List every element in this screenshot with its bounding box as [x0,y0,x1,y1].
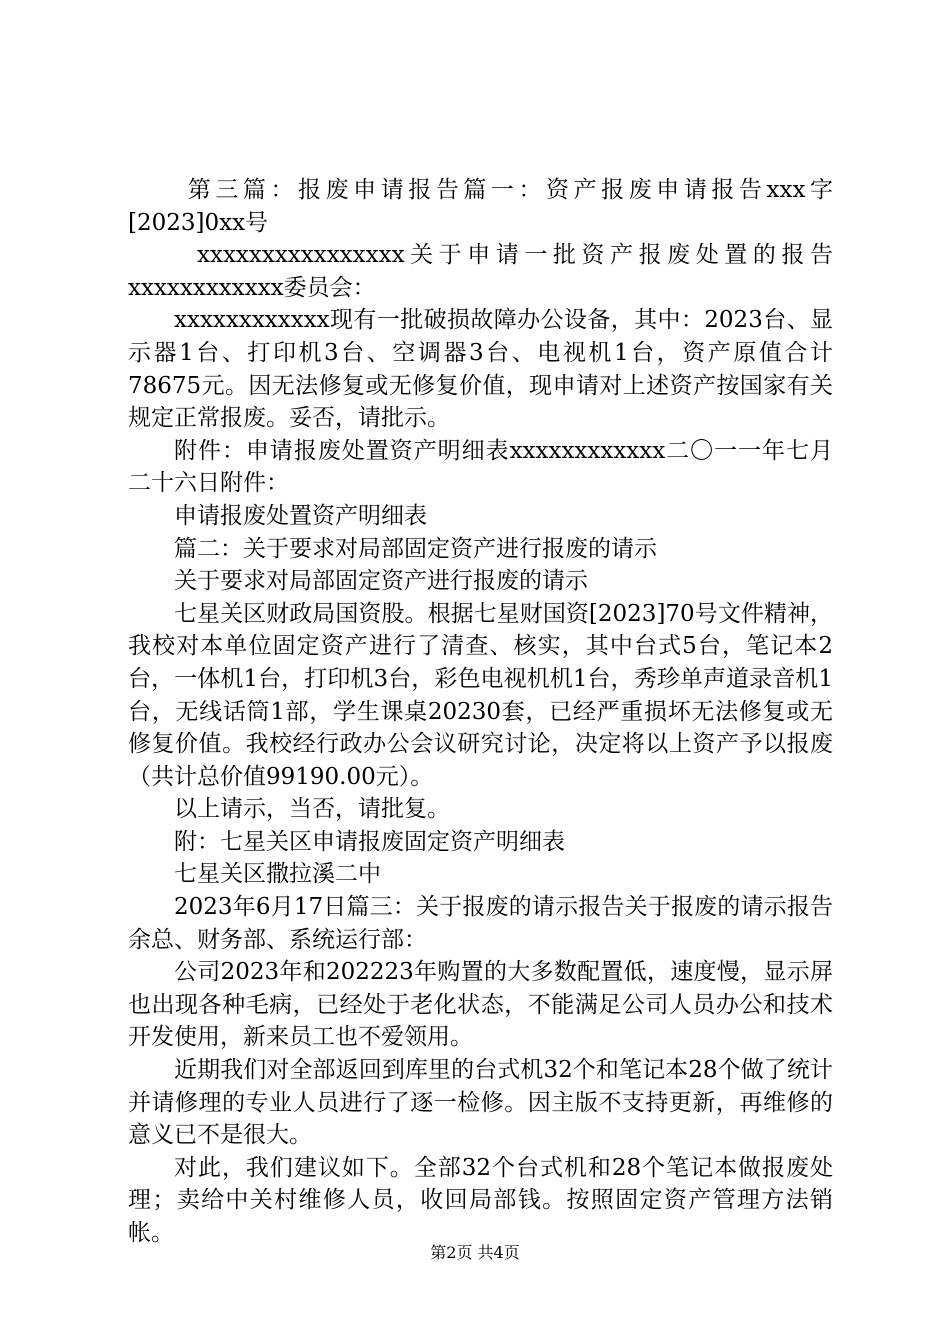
paragraph-equipment-list: xxxxxxxxxxxx现有一批破损故障办公设备，其中：2023台、显示器1台、打印机3台、空调器3台、电视机1台，资产原值合计78675元。因无法修复或无修复价值，现申请对上述资产按国家有关规定正常报废。妥否，请批示。 [128,307,833,432]
paragraph-request-title: 关于要求对局部固定资产进行报废的请示 [174,568,588,595]
paragraph-date-section-three: 2023年6月17日篇三：关于报废的请示报告关于报废的请示报告余总、财务部、系统运行部： [128,894,833,953]
paragraph-attachment: 附件：申请报废处置资产明细表xxxxxxxxxxxx二〇一一年七月二十六日附件： [128,437,833,497]
paragraph-approval-request: 以上请示，当否，请批复。 [174,796,450,823]
paragraph-suggestion: 对此，我们建议如下。全部32个台式机和28个笔记本做报废处理；卖给中关村维修人员，收回局部钱。按照固定资产管理方法销帐。 [128,1154,833,1246]
document-body [128,174,833,1250]
paragraph-attachment-title: 申请报废处置资产明细表 [174,502,427,529]
page-footer: 第2页 共4页 [430,1243,520,1262]
paragraph-title: 第三篇：报废申请报告篇一：资产报废申请报告xxx字[2023]0xx号 [128,177,833,236]
paragraph-appendix: 附：七星关区申请报废固定资产明细表 [174,828,565,855]
paragraph-company-status: 公司2023年和202223年购置的大多数配置低，速度慢，显示屏也出现各种毛病，已经处于老化状态，不能满足公司人员办公和技术开发使用，新来员工也不爱领用。 [128,959,833,1051]
paragraph-request-body: 七星关区财政局国资股。根据七星财国资[2023]70号文件精神，我校对本单位固定资产进行了清查、核实，其中台式5台，笔记本2台，一体机1台，打印机3台，彩色电视机机1台，秀珍单声道录音机1台，无线话筒1部，学生课桌20230套，已经严重损坏无法修复或无修复价值。我校经行政办公会议研究讨论，决定将以上资产予以报废（共计总价值99190.00元）。 [128,600,833,790]
paragraph-inspection: 近期我们对全部返回到库里的台式机32个和笔记本28个做了统计并请修理的专业人员进行了逐一检修。因主版不支持更新，再维修的意义已不是很大。 [128,1057,833,1149]
paragraph-section-two: 篇二：关于要求对局部固定资产进行报废的请示 [174,535,657,562]
paragraph-school-name: 七星关区撒拉溪二中 [174,861,381,888]
paragraph-report-heading: xxxxxxxxxxxxxxxx关于申请一批资产报废处置的报告xxxxxxxxxxxx委员会： [128,242,833,301]
